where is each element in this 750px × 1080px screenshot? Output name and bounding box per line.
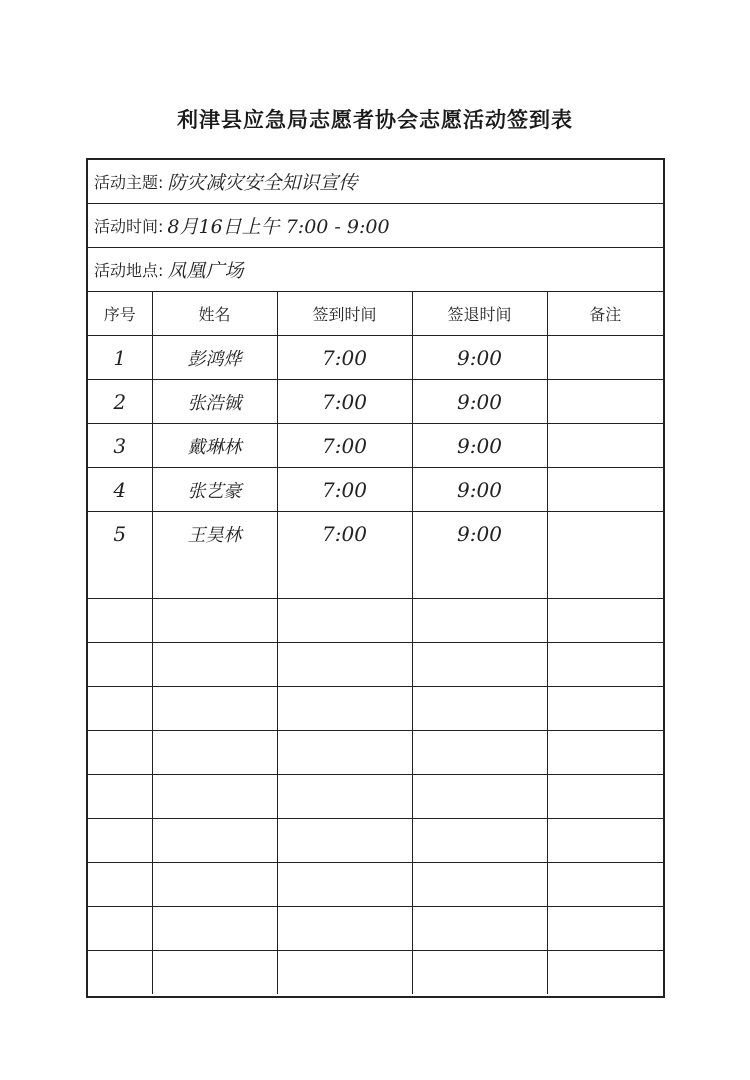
sign-in-sheet <box>86 158 665 998</box>
empty-cell <box>412 731 547 775</box>
empty-cell <box>277 819 412 863</box>
empty-cell <box>88 731 152 775</box>
empty-cell <box>547 863 663 907</box>
empty-cell <box>88 775 152 819</box>
empty-table-row <box>88 555 663 599</box>
empty-cell <box>88 687 152 731</box>
header-seq: 序号 <box>88 292 152 336</box>
empty-cell <box>412 907 547 951</box>
row-name: 王昊林 <box>152 512 277 556</box>
row-sign-in: 7:00 <box>277 512 412 556</box>
empty-cell <box>88 951 152 995</box>
empty-cell <box>152 951 277 995</box>
empty-cell <box>152 907 277 951</box>
activity-place-label: 活动地点: <box>94 261 164 280</box>
row-note <box>547 380 663 424</box>
blank-rows <box>88 555 663 994</box>
activity-theme-row <box>88 160 663 204</box>
empty-cell <box>277 731 412 775</box>
row-seq: 1 <box>88 336 152 380</box>
empty-cell <box>277 775 412 819</box>
empty-table-row <box>88 819 663 863</box>
empty-cell <box>547 907 663 951</box>
row-sign-in: 7:00 <box>277 468 412 512</box>
empty-cell <box>152 731 277 775</box>
row-note <box>547 424 663 468</box>
table-header-row <box>88 292 663 336</box>
page-title: 利津县应急局志愿者协会志愿活动签到表 <box>177 108 573 132</box>
row-note <box>547 468 663 512</box>
row-sign-out: 9:00 <box>412 424 547 468</box>
header-sign-in-time: 签到时间 <box>277 292 412 336</box>
empty-table-row <box>88 775 663 819</box>
empty-cell <box>547 775 663 819</box>
empty-table-row <box>88 643 663 687</box>
empty-cell <box>547 643 663 687</box>
row-sign-out: 9:00 <box>412 468 547 512</box>
attendance-table <box>88 292 663 994</box>
empty-cell <box>152 555 277 599</box>
empty-cell <box>88 863 152 907</box>
header-sign-out-time: 签退时间 <box>412 292 547 336</box>
empty-cell <box>277 687 412 731</box>
empty-cell <box>152 643 277 687</box>
table-row <box>88 468 663 512</box>
empty-table-row <box>88 907 663 951</box>
row-seq: 2 <box>88 380 152 424</box>
empty-cell <box>547 731 663 775</box>
empty-cell <box>277 643 412 687</box>
header-remarks: 备注 <box>547 292 663 336</box>
table-row <box>88 424 663 468</box>
empty-cell <box>152 599 277 643</box>
empty-cell <box>88 555 152 599</box>
empty-cell <box>412 555 547 599</box>
empty-cell <box>412 775 547 819</box>
row-sign-in: 7:00 <box>277 424 412 468</box>
empty-cell <box>277 555 412 599</box>
empty-cell <box>547 599 663 643</box>
activity-theme-label: 活动主题: <box>94 173 164 192</box>
table-row <box>88 512 663 556</box>
activity-place-row <box>88 248 663 292</box>
row-note <box>547 512 663 556</box>
row-sign-in: 7:00 <box>277 380 412 424</box>
row-seq: 3 <box>88 424 152 468</box>
row-sign-in: 7:00 <box>277 336 412 380</box>
activity-time-label: 活动时间: <box>94 217 164 236</box>
empty-cell <box>277 907 412 951</box>
row-name: 彭鸿烨 <box>152 336 277 380</box>
row-name: 张艺豪 <box>152 468 277 512</box>
empty-cell <box>277 863 412 907</box>
empty-cell <box>152 775 277 819</box>
empty-cell <box>152 863 277 907</box>
empty-table-row <box>88 731 663 775</box>
empty-table-row <box>88 687 663 731</box>
empty-cell <box>88 643 152 687</box>
empty-cell <box>277 599 412 643</box>
row-name: 戴琳林 <box>152 424 277 468</box>
empty-cell <box>277 951 412 995</box>
empty-cell <box>547 555 663 599</box>
empty-cell <box>547 687 663 731</box>
row-seq: 4 <box>88 468 152 512</box>
activity-time-value: 8月16日上午 7:00 - 9:00 <box>167 216 390 238</box>
row-sign-out: 9:00 <box>412 336 547 380</box>
empty-cell <box>152 687 277 731</box>
activity-time-row <box>88 204 663 248</box>
empty-table-row <box>88 599 663 643</box>
empty-cell <box>152 819 277 863</box>
activity-theme-value: 防灾减灾安全知识宣传 <box>167 172 358 194</box>
empty-cell <box>88 819 152 863</box>
empty-cell <box>412 819 547 863</box>
row-name: 张浩铖 <box>152 380 277 424</box>
row-seq: 5 <box>88 512 152 556</box>
empty-cell <box>412 951 547 995</box>
empty-cell <box>547 819 663 863</box>
activity-place-value: 凤凰广场 <box>167 260 244 282</box>
empty-cell <box>88 907 152 951</box>
header-name: 姓名 <box>152 292 277 336</box>
row-sign-out: 9:00 <box>412 380 547 424</box>
empty-cell <box>88 599 152 643</box>
empty-cell <box>412 643 547 687</box>
table-row <box>88 380 663 424</box>
empty-table-row <box>88 951 663 995</box>
empty-cell <box>412 687 547 731</box>
table-row <box>88 336 663 380</box>
row-note <box>547 336 663 380</box>
row-sign-out: 9:00 <box>412 512 547 556</box>
empty-cell <box>412 863 547 907</box>
empty-cell <box>412 599 547 643</box>
empty-table-row <box>88 863 663 907</box>
empty-cell <box>547 951 663 995</box>
